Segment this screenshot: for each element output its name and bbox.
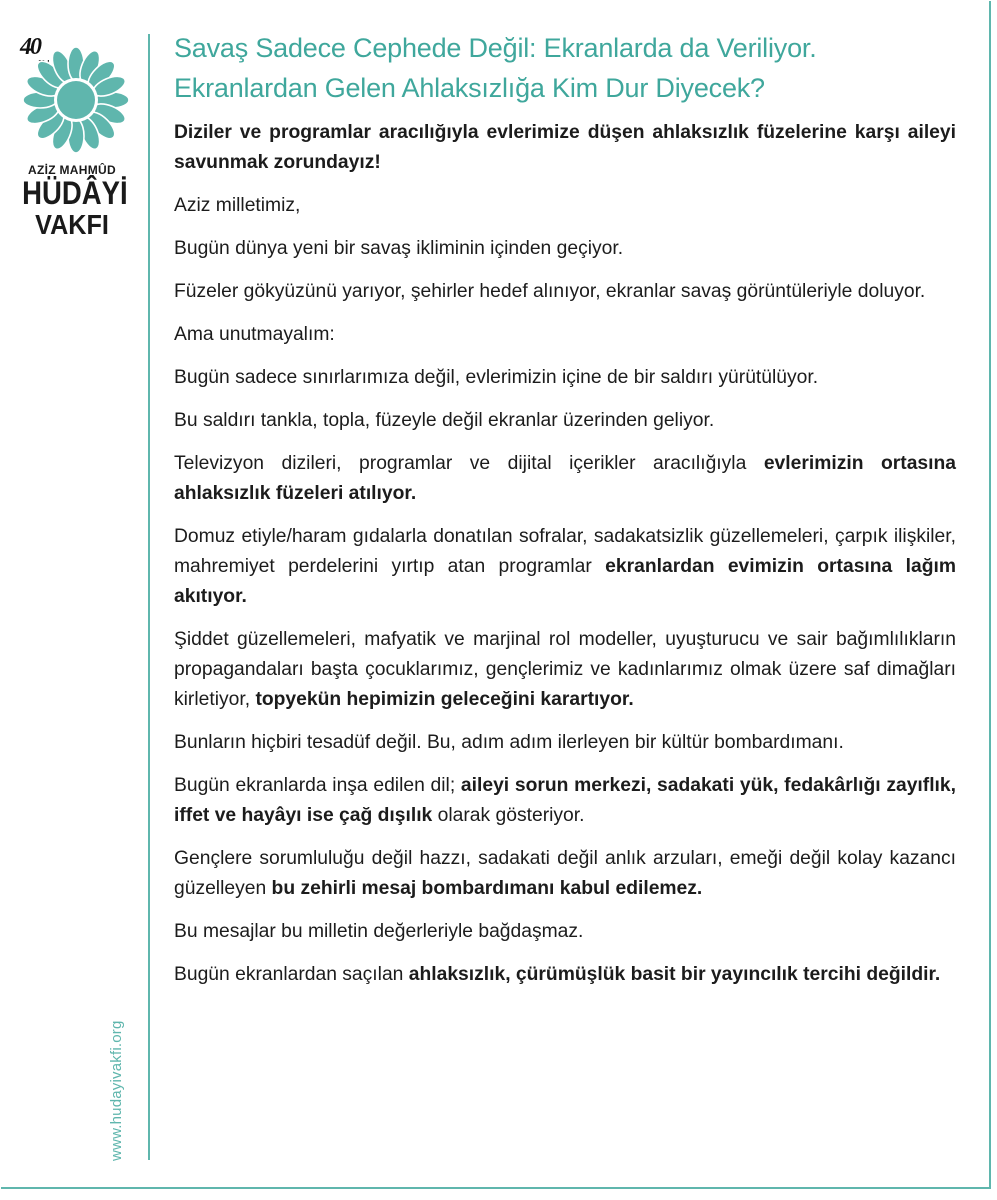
logo-subtitle: AZİZ MAHMÛD — [28, 163, 116, 177]
paragraph-9-text: Şiddet güzellemeleri, mafyatik ve marjinal rol modeller, uyuşturucu ve sair bağımlılıkların propagandaları başta çocuklarımız, gençlerimiz ve kadınlarımız olmak üzere saf dimağları kirletiyor, — [174, 629, 956, 710]
paragraph-11-text-a: Bugün ekranlarda inşa edilen dil; — [174, 775, 461, 796]
paragraph-12-emphasis: bu zehirli mesaj bombardımanı kabul edilemez. — [271, 878, 703, 899]
website-text: www.hudayivakfi.org — [108, 1020, 125, 1161]
paragraph-2: Bugün dünya yeni bir savaş ikliminin içinden geçiyor. — [174, 238, 624, 259]
paragraph-14-text: Bugün ekranlardan saçılan — [174, 964, 409, 985]
lead-paragraph: Diziler ve programlar aracılığıyla evlerimize düşen ahlaksızlık füzelerine karşı aileyi savunmak zorundayız! — [174, 122, 956, 173]
logo-name-line2: VAKFI — [35, 209, 109, 240]
paragraph-9-emphasis: topyekün hepimizin geleceğini karartıyor. — [255, 689, 634, 710]
title-line-1: Savaş Sadece Cephede Değil: Ekranlarda da Veriliyor. — [174, 33, 817, 63]
paragraph-11 — [174, 771, 956, 831]
paragraph-9 — [174, 625, 956, 715]
paragraph-3: Füzeler gökyüzünü yarıyor, şehirler hedef alınıyor, ekranlar savaş görüntüleriyle doluyor. — [174, 281, 926, 302]
paragraph-12 — [174, 844, 956, 904]
website-link[interactable] — [108, 1006, 130, 1161]
divider-line — [148, 34, 150, 1160]
paragraph-10: Bunların hiçbiri tesadüf değil. Bu, adım adım ilerleyen bir kültür bombardımanı. — [174, 732, 844, 753]
anniversary-number: 40 — [20, 34, 40, 60]
paragraph-14-emphasis: ahlaksızlık, çürümüşlük basit bir yayıncılık tercihi değildir. — [408, 964, 941, 985]
paragraph-6: Bu saldırı tankla, topla, füzeyle değil ekranlar üzerinden geliyor. — [174, 410, 715, 431]
sidebar — [0, 0, 150, 1200]
paragraph-1: Aziz milletimiz, — [174, 195, 301, 216]
paragraph-12-text: Gençlere sorumluluğu değil hazzı, sadakati değil anlık arzuları, emeği değil kolay kazancı güzelleyen — [174, 848, 956, 899]
article — [174, 28, 956, 1003]
paragraph-8 — [174, 522, 956, 612]
paragraph-13: Bu mesajlar bu milletin değerleriyle bağdaşmaz. — [174, 921, 584, 942]
paragraph-8-text: Domuz etiyle/haram gıdalarla donatılan sofralar, sadakatsizlik güzellemeleri, çarpık ilişkiler, mahremiyet perdelerini yırtıp atan programlar — [174, 526, 956, 577]
paragraph-11-text-b: olarak gösteriyor. — [432, 805, 585, 826]
paragraph-5: Bugün sadece sınırlarımıza değil, evlerimizin içine de bir saldırı yürütülüyor. — [174, 367, 819, 388]
paragraph-4: Ama unutmayalım: — [174, 324, 335, 345]
paragraph-14 — [174, 960, 956, 990]
logo-name-line1: HÜDÂYİ — [22, 175, 128, 211]
article-title — [174, 28, 956, 108]
foundation-logo — [14, 22, 136, 252]
paragraph-7-text: Televizyon dizileri, programlar ve dijital içerikler aracılığıyla — [174, 453, 764, 474]
flower-icon — [20, 44, 132, 156]
paragraph-7-emphasis: evlerimizin ortasına ahlaksızlık füzeleri atılıyor. — [174, 453, 956, 504]
paragraph-11-emphasis: aileyi sorun merkezi, sadakati yük, fedakârlığı zayıflık, iffet ve hayâyı ise çağ dışılık — [174, 775, 956, 826]
paragraph-8-emphasis: ekranlardan evimizin ortasına lağım akıtıyor. — [174, 556, 956, 607]
paragraph-7 — [174, 449, 956, 509]
title-line-2: Ekranlardan Gelen Ahlaksızlığa Kim Dur Diyecek? — [174, 73, 765, 103]
